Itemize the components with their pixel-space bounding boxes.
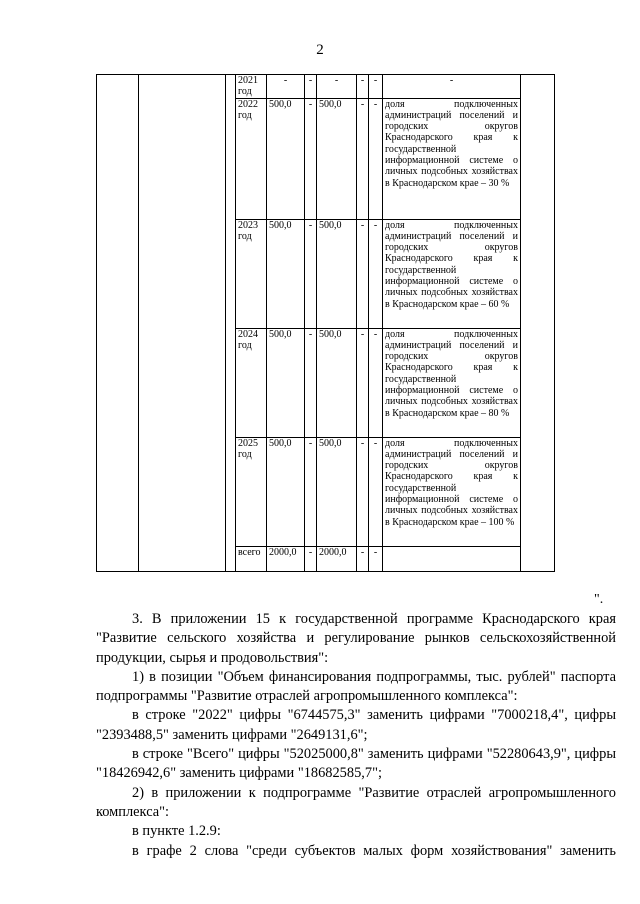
value-cell: - bbox=[369, 328, 383, 437]
body-text bbox=[96, 610, 616, 861]
closing-quote: ". bbox=[594, 592, 604, 607]
value-cell: - bbox=[369, 98, 383, 219]
value-cell: 500,0 bbox=[317, 437, 357, 546]
year-cell: всего bbox=[236, 546, 267, 571]
paragraph: в графе 2 слова "среди субъектов малых форм хозяйствования" заменить bbox=[132, 842, 616, 859]
table-cell-empty bbox=[139, 75, 226, 572]
amount-cell: 500,0 bbox=[267, 437, 305, 546]
indicator-cell: доля подключенных администраций поселений и городских округов Краснодарского края к государственной информационной системе о личных подсобных хозяйствах в Краснодарском крае – 30 % bbox=[383, 98, 521, 219]
indicator-cell: доля подключенных администраций поселений и городских округов Краснодарского края к государственной информационной системе о личных подсобных хозяйствах в Краснодарском крае – 100 % bbox=[383, 437, 521, 546]
value-cell: - bbox=[357, 328, 369, 437]
value-cell: - bbox=[369, 437, 383, 546]
value-cell: - bbox=[357, 75, 369, 99]
value-cell: 2000,0 bbox=[317, 546, 357, 571]
value-cell: - bbox=[369, 219, 383, 328]
indicator-cell bbox=[383, 546, 521, 571]
value-cell: - bbox=[357, 98, 369, 219]
paragraph: в строке "Всего" цифры "52025000,8" заменить цифрами "52280643,9", цифры "18426942,6" заменить цифрами "18682585,7"; bbox=[96, 746, 616, 782]
value-cell: 500,0 bbox=[317, 328, 357, 437]
value-cell: - bbox=[357, 219, 369, 328]
table-cell-empty bbox=[521, 75, 555, 572]
value-cell: - bbox=[305, 328, 317, 437]
value-cell: 500,0 bbox=[317, 98, 357, 219]
year-cell: 2025 год bbox=[236, 437, 267, 546]
value-cell: - bbox=[305, 219, 317, 328]
amount-cell: 500,0 bbox=[267, 219, 305, 328]
paragraph: в строке "2022" цифры "6744575,3" заменить цифрами "7000218,4", цифры "2393488,5" заменить цифрами "2649131,6"; bbox=[96, 707, 616, 743]
table-cell-empty bbox=[226, 75, 236, 572]
paragraph: 1) в позиции "Объем финансирования подпрограммы, тыс. рублей" паспорта подпрограммы "Развитие отраслей агропромышленного комплекса": bbox=[96, 668, 616, 705]
paragraph: 3. В приложении 15 к государственной программе Краснодарского края "Развитие сельского хозяйства и регулирование рынков сельскохозяйственной продукции, сырья и продовольствия": bbox=[96, 611, 616, 666]
year-cell: 2022 год bbox=[236, 98, 267, 219]
program-table bbox=[96, 74, 555, 572]
value-cell: - bbox=[357, 437, 369, 546]
year-cell: 2021 год bbox=[236, 75, 267, 99]
value-cell: - bbox=[305, 437, 317, 546]
year-cell: 2023 год bbox=[236, 219, 267, 328]
table-row bbox=[97, 75, 555, 99]
indicator-cell: доля подключенных администраций поселений и городских округов Краснодарского края к государственной информационной системе о личных подсобных хозяйствах в Краснодарском крае – 60 % bbox=[383, 219, 521, 328]
page-number: 2 bbox=[316, 42, 324, 58]
value-cell: - bbox=[369, 75, 383, 99]
amount-cell: 2000,0 bbox=[267, 546, 305, 571]
amount-cell: - bbox=[267, 75, 305, 99]
value-cell: - bbox=[357, 546, 369, 571]
value-cell: - bbox=[305, 546, 317, 571]
value-cell: - bbox=[317, 75, 357, 99]
amount-cell: 500,0 bbox=[267, 98, 305, 219]
value-cell: - bbox=[369, 546, 383, 571]
value-cell: - bbox=[305, 75, 317, 99]
paragraph: 2) в приложении к подпрограмме "Развитие отраслей агропромышленного комплекса": bbox=[96, 784, 616, 820]
year-cell: 2024 год bbox=[236, 328, 267, 437]
indicator-cell: - bbox=[383, 75, 521, 99]
amount-cell: 500,0 bbox=[267, 328, 305, 437]
value-cell: 500,0 bbox=[317, 219, 357, 328]
indicator-cell: доля подключенных администраций поселений и городских округов Краснодарского края к государственной информационной системе о личных подсобных хозяйствах в Краснодарском крае – 80 % bbox=[383, 328, 521, 437]
value-cell: - bbox=[305, 98, 317, 219]
table-cell-empty bbox=[97, 75, 139, 572]
paragraph: в пункте 1.2.9: bbox=[132, 823, 221, 840]
